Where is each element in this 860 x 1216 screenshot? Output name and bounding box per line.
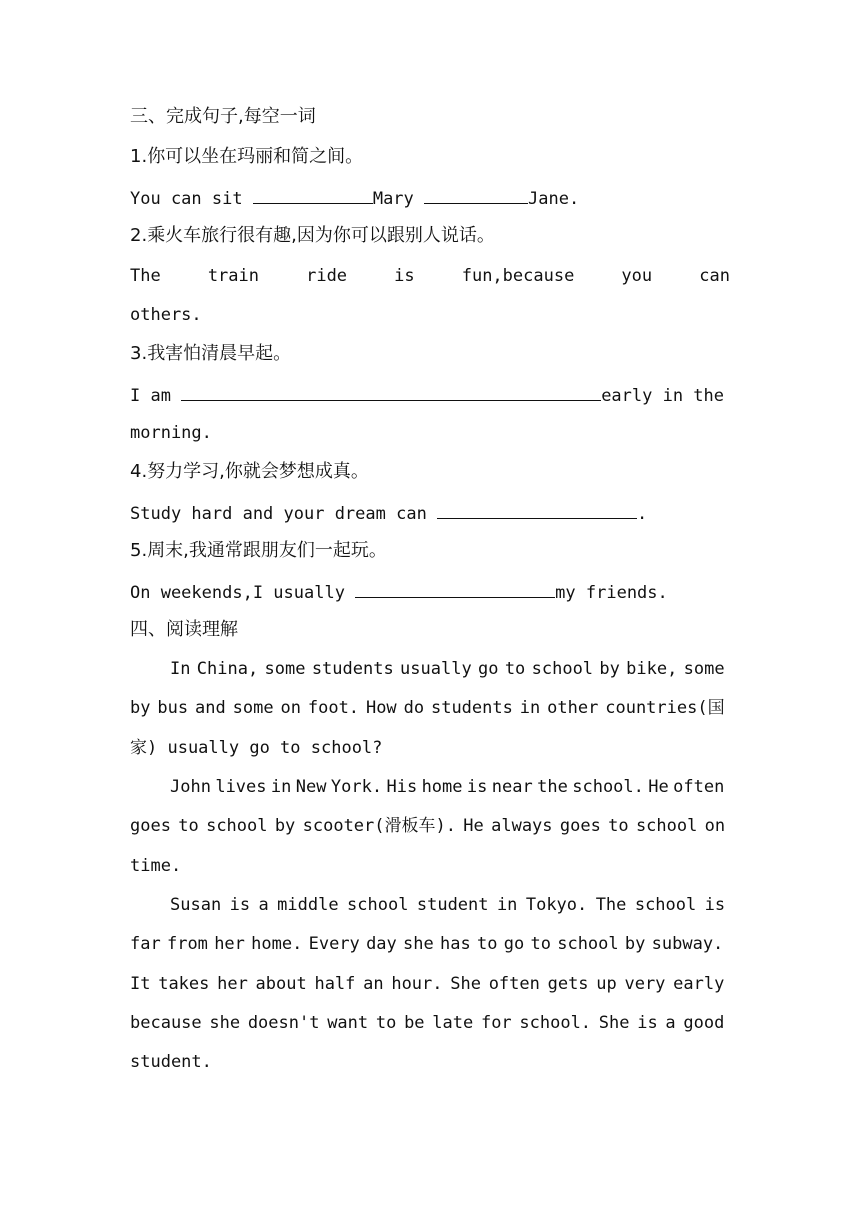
question-text-cn: 周末,我通常跟朋友们一起玩。	[147, 540, 387, 561]
paragraph-line: In China, some students usually go to school by bike, some	[170, 659, 725, 679]
question-2-cn	[130, 225, 730, 247]
question-text-cn: 乘火车旅行很有趣,因为你可以跟别人说话。	[147, 225, 495, 246]
sentence-word: The	[130, 266, 161, 286]
sentence-part: I am	[130, 386, 182, 406]
question-text-cn: 你可以坐在玛丽和简之间。	[147, 146, 364, 167]
question-text-cn: 努力学习,你就会梦想成真。	[147, 461, 369, 482]
answer-blank[interactable]	[424, 186, 528, 204]
question-4-en	[130, 501, 730, 525]
answer-blank[interactable]	[355, 580, 555, 598]
sentence-part: You can sit	[130, 189, 253, 209]
answer-blank[interactable]	[253, 186, 373, 204]
paragraph-line: It takes her about half an hour. She often gets up very early	[130, 974, 725, 994]
paragraph-line: Susan is a middle school student in Tokyo. The school is	[170, 895, 726, 915]
question-5-cn	[130, 540, 730, 562]
sentence-part: early in the	[601, 386, 725, 406]
sentence-part: .	[637, 504, 648, 524]
sentence-word: you	[621, 266, 653, 286]
paragraph-line: far from her home. Every day she has to go to school by subway.	[130, 934, 724, 954]
question-text-cn: 我害怕清晨早起。	[147, 343, 292, 364]
answer-blank[interactable]	[437, 501, 637, 519]
question-3-en-line2: morning.	[130, 423, 212, 443]
sentence-word: is	[394, 266, 415, 286]
paragraph-line: student.	[130, 1052, 212, 1072]
answer-blank[interactable]	[181, 383, 601, 401]
question-1-en	[130, 186, 730, 210]
sentence-part: Mary	[372, 189, 425, 209]
question-3-cn	[130, 343, 730, 365]
question-number: 5.	[130, 540, 148, 561]
sentence-part: Jane.	[528, 189, 580, 209]
question-number: 1.	[130, 146, 148, 167]
sentence-word: train	[207, 266, 259, 286]
paragraph-line: time.	[130, 856, 182, 876]
sentence-word: ride	[306, 266, 348, 286]
sentence-part: my friends.	[555, 583, 668, 603]
question-2-en	[130, 265, 730, 287]
sentence-part: On weekends,I usually	[130, 583, 356, 603]
paragraph-line: 家) usually go to school?	[130, 738, 383, 758]
question-number: 4.	[130, 461, 148, 482]
sentence-part: Study hard and your dream can	[130, 504, 438, 524]
section-heading-3: 三、完成句子,每空一词	[130, 106, 316, 127]
question-number: 2.	[130, 225, 148, 246]
question-5-en	[130, 580, 730, 604]
sentence-word: can	[699, 266, 730, 286]
question-2-en-line2: others.	[130, 305, 202, 325]
paragraph-line: because she doesn't want to be late for school. She is a good	[130, 1013, 725, 1033]
question-number: 3.	[130, 343, 148, 364]
section-heading-4: 四、阅读理解	[130, 619, 238, 640]
question-4-cn	[130, 461, 730, 483]
paragraph-line: by bus and some on foot. How do students in other countries(国	[130, 698, 725, 718]
paragraph-line: goes to school by scooter(滑板车). He always goes to school on	[130, 816, 726, 836]
question-3-en	[130, 383, 730, 407]
paragraph-line: John lives in New York. His home is near the school. He often	[170, 777, 725, 797]
question-1-cn	[130, 146, 730, 168]
sentence-word: fun,because	[461, 266, 575, 286]
